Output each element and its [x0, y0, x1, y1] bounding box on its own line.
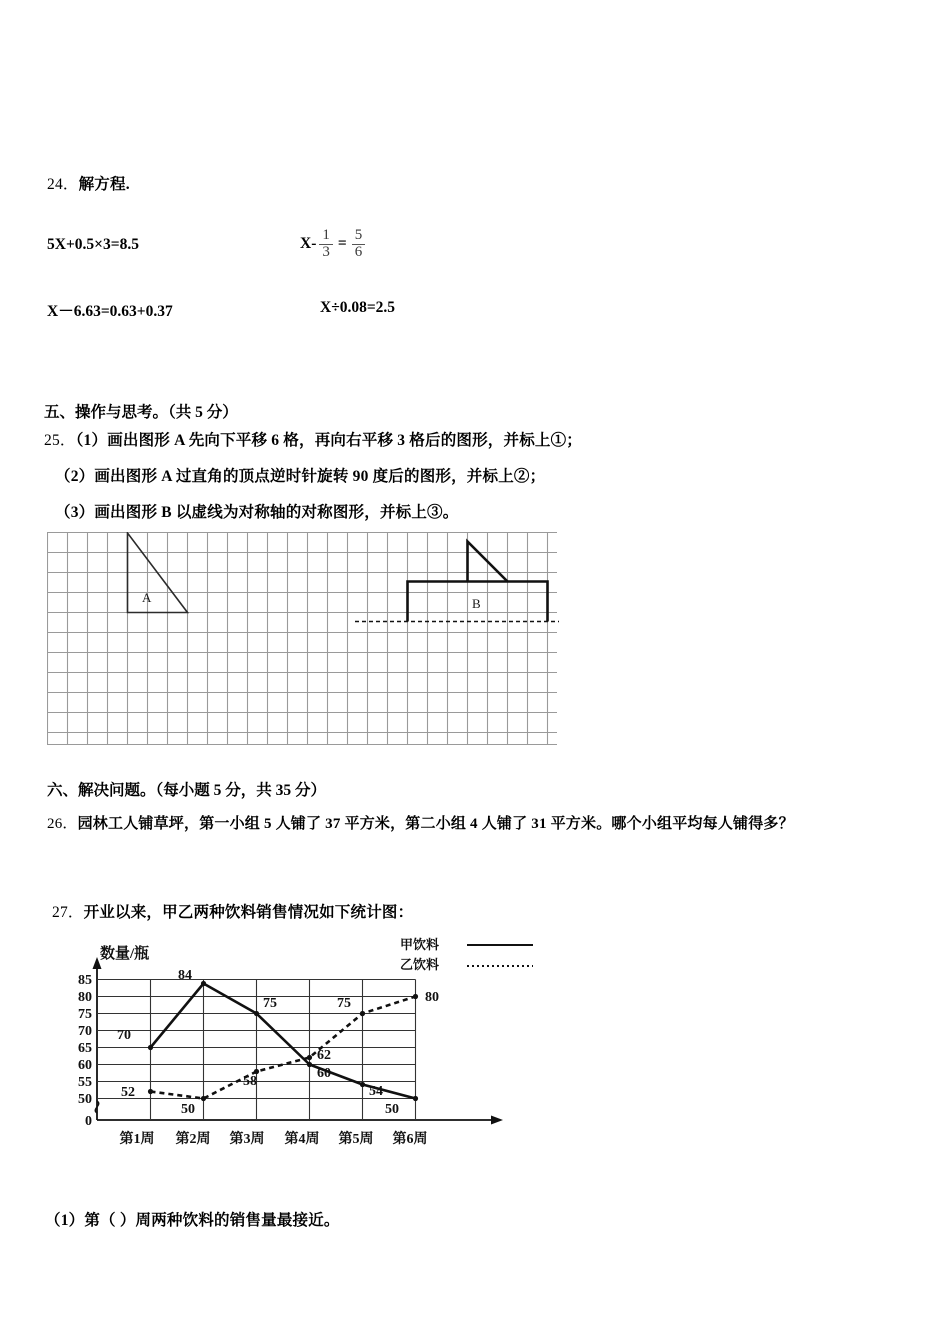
svg-text:62: 62: [317, 1048, 331, 1063]
svg-text:第1周: 第1周: [119, 1132, 155, 1147]
chart-y-tick-labels: [78, 973, 92, 1129]
question-26: [47, 812, 794, 833]
svg-text:75: 75: [337, 996, 351, 1011]
svg-text:54: 54: [369, 1084, 383, 1099]
legend-label-series-2: 乙饮料: [400, 957, 440, 972]
fraction-one-third: [319, 228, 333, 261]
question-26-text: 园林工人铺草坪，第一小组 5 人铺了 37 平方米，第二小组 4 人铺了 31 平方米。哪个小组平均每人铺得多？: [77, 816, 794, 832]
equation-1: 5X+0.5×3=8.5: [47, 236, 139, 253]
x-axis-arrow: [491, 1116, 503, 1125]
question-27-number: 27．: [52, 904, 84, 921]
chart-data-labels: [117, 968, 439, 1117]
question-27: [52, 900, 413, 922]
svg-text:80: 80: [425, 990, 439, 1005]
svg-text:60: 60: [317, 1066, 331, 1081]
question-25-line-1: [44, 428, 582, 450]
question-27-text: 开业以来，甲乙两种饮料销售情况如下统计图：: [83, 904, 414, 921]
fraction-five-sixths: [352, 228, 366, 261]
svg-text:第3周: 第3周: [229, 1132, 265, 1147]
chart-axes: [93, 957, 504, 1125]
section-5-heading: 五、操作与思考。（共 5 分）: [44, 404, 238, 421]
svg-text:50: 50: [385, 1102, 399, 1117]
chart-y-axis-label: 数量/瓶: [100, 946, 150, 962]
grid-lines: [47, 532, 557, 745]
svg-text:65: 65: [78, 1041, 92, 1056]
svg-text:0: 0: [85, 1114, 92, 1129]
question-27-sub-1: （1）第（ ）周两种饮料的销售量最接近。: [45, 1212, 340, 1229]
question-24-number: 24．: [47, 176, 79, 193]
question-26-number: 26．: [47, 816, 78, 832]
svg-text:52: 52: [121, 1085, 135, 1100]
svg-text:50: 50: [78, 1092, 92, 1107]
svg-text:58: 58: [243, 1074, 257, 1089]
question-25-item-3: （3）画出图形 B 以虚线为对称轴的对称图形，并标上③。: [55, 504, 459, 521]
legend-label-series-1: 甲饮料: [400, 937, 440, 952]
svg-text:第5周: 第5周: [338, 1132, 374, 1147]
shape-b-label: B: [472, 596, 481, 611]
svg-text:80: 80: [78, 990, 92, 1005]
svg-text:75: 75: [78, 1007, 92, 1022]
question-25-item-2: （2）画出图形 A 过直角的顶点逆时针旋转 90 度后的图形，并标上②；: [55, 468, 546, 485]
svg-text:84: 84: [178, 968, 192, 983]
svg-text:第4周: 第4周: [284, 1132, 320, 1147]
svg-text:70: 70: [117, 1028, 131, 1043]
equation-2: [300, 228, 368, 261]
fraction-numerator: 1: [322, 227, 330, 243]
fraction-denominator: 6: [352, 244, 366, 261]
question-25-number: 25．: [44, 432, 76, 449]
question-24-heading: [47, 172, 130, 194]
svg-text:60: 60: [78, 1058, 92, 1073]
question-24-title: 解方程.: [78, 176, 130, 193]
svg-text:85: 85: [78, 973, 92, 988]
svg-text:第6周: 第6周: [392, 1132, 428, 1147]
svg-text:75: 75: [263, 996, 277, 1011]
svg-text:55: 55: [78, 1075, 92, 1090]
chart-legend: [400, 937, 533, 972]
fraction-numerator: 5: [354, 227, 363, 243]
svg-text:70: 70: [78, 1024, 92, 1039]
chart-x-tick-labels: [120, 1130, 428, 1147]
beverage-sales-line-chart: [55, 935, 555, 1170]
shape-a-label: A: [142, 590, 152, 605]
fraction-denominator: 3: [319, 244, 333, 261]
question-25-item-1: （1）画出图形 A 先向下平移 6 格，再向右平移 3 格后的图形，并标上①；: [75, 432, 582, 449]
grid-figure: [47, 532, 557, 745]
svg-text:50: 50: [181, 1102, 195, 1117]
equation-4: X÷0.08=2.5: [320, 299, 396, 316]
equals-sign: =: [337, 235, 347, 253]
section-6-heading: 六、解决问题。（每小题 5 分，共 35 分）: [47, 782, 327, 799]
svg-text:第2周: 第2周: [175, 1132, 211, 1147]
equation-2-lhs: X-: [300, 235, 317, 253]
equation-3: X－6.63=0.63+0.37: [47, 303, 173, 320]
